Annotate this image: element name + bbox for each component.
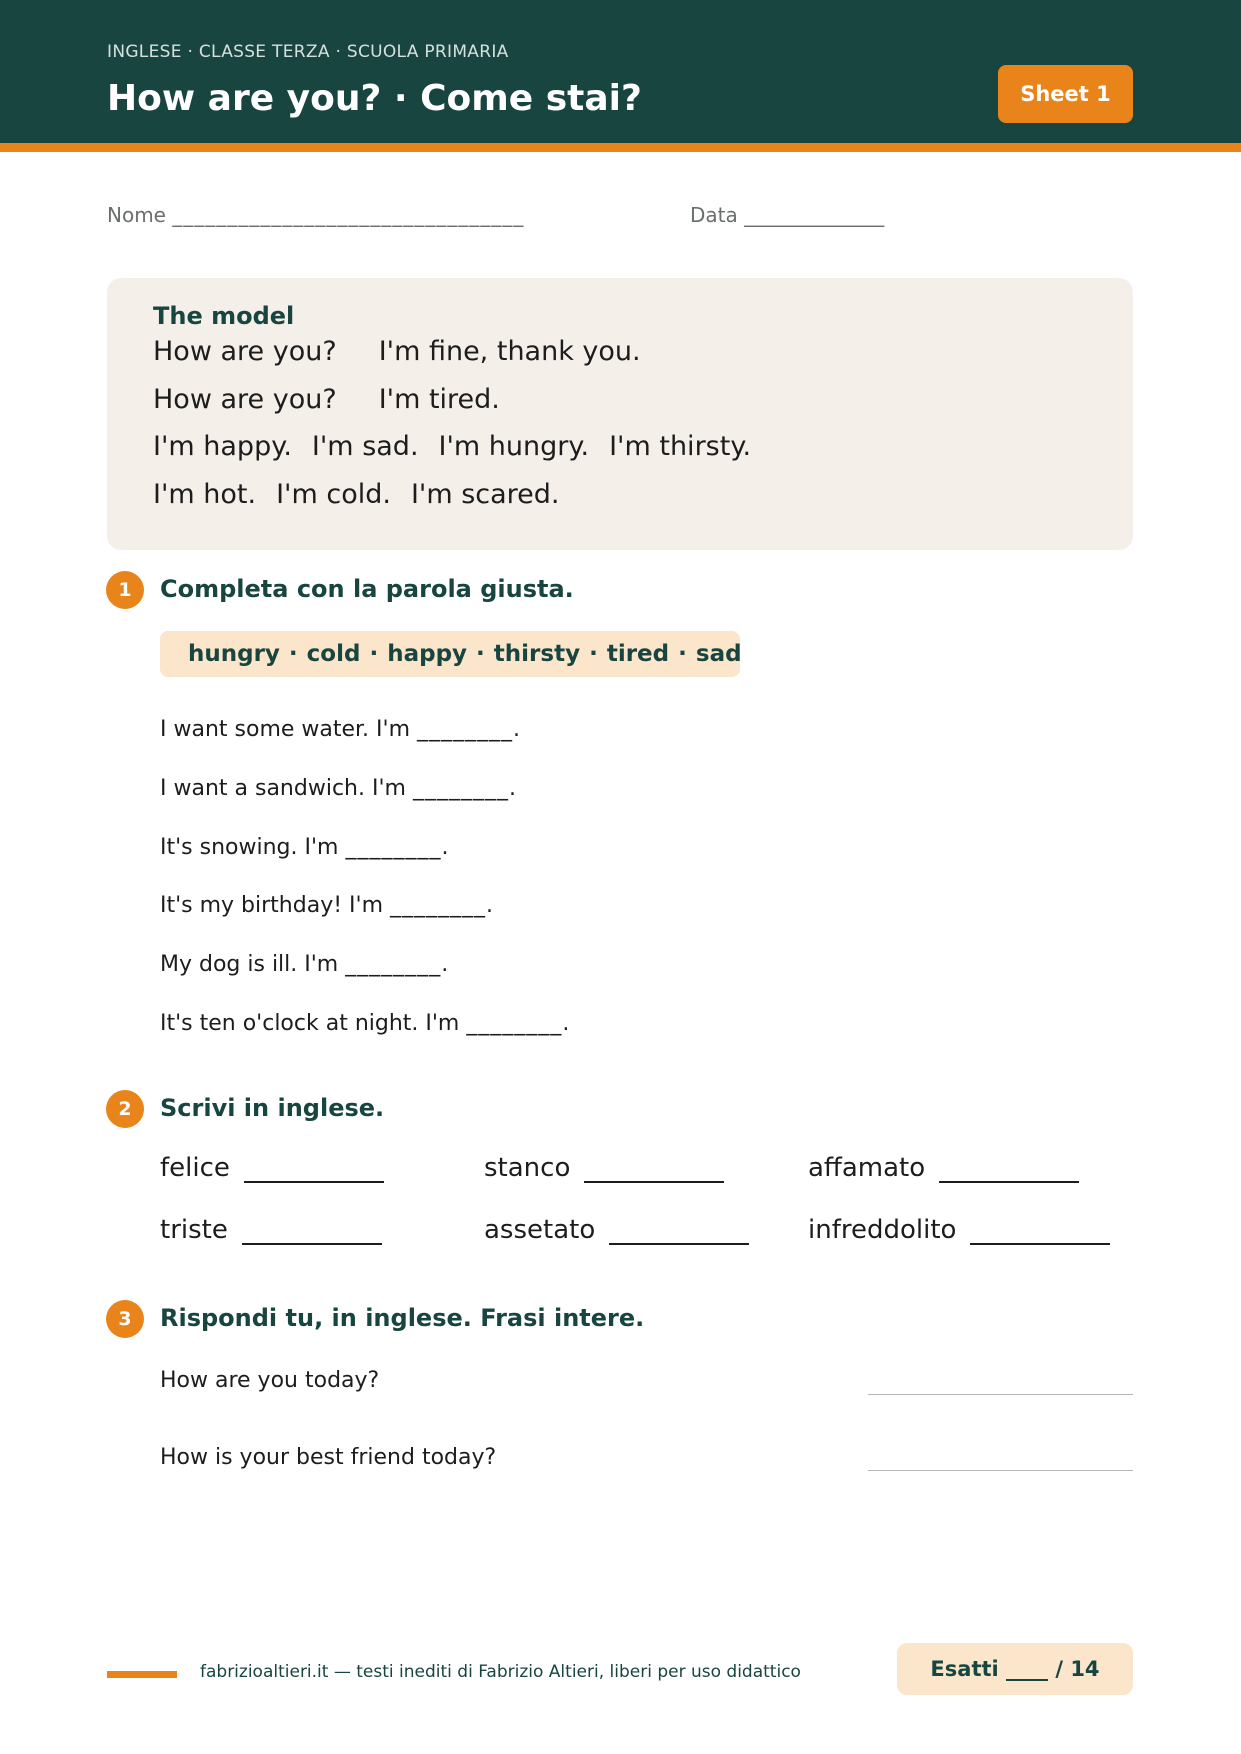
- exercise-3-title: Rispondi tu, in inglese. Frasi intere.: [160, 1304, 645, 1332]
- exercise-1-title: Completa con la parola giusta.: [160, 575, 574, 603]
- sentence-blank[interactable]: ________.: [390, 893, 494, 918]
- model-line-1: [153, 336, 661, 367]
- vocab-word: felice: [160, 1153, 230, 1183]
- sentence-text: I want some water. I'm: [160, 717, 411, 742]
- sentence-text: It's ten o'clock at night. I'm: [160, 1011, 460, 1036]
- question-1: How are you today?: [160, 1368, 380, 1393]
- vocab-word: infreddolito: [808, 1215, 957, 1245]
- sentence-text: My dog is ill. I'm: [160, 952, 339, 977]
- word-bank-item: happy: [387, 641, 468, 667]
- model-phrase: I'm happy.: [153, 431, 292, 462]
- footer-accent-bar: [107, 1671, 177, 1678]
- answer-line[interactable]: [609, 1219, 749, 1245]
- word-bank-item: hungry: [188, 641, 280, 667]
- model-line-3: [153, 431, 771, 462]
- model-phrase: I'm hungry.: [438, 431, 590, 462]
- model-phrase: I'm scared.: [410, 479, 560, 510]
- exercise-2-title: Scrivi in inglese.: [160, 1094, 385, 1122]
- sentence-2: [160, 776, 517, 801]
- model-line-4: [153, 479, 580, 510]
- page-title: How are you? · Come stai?: [107, 78, 642, 119]
- score-total: / 14: [1055, 1657, 1100, 1681]
- answer-line[interactable]: [244, 1157, 384, 1183]
- page-header: [0, 0, 1241, 152]
- sentence-text: It's my birthday! I'm: [160, 893, 383, 918]
- score-box: [897, 1643, 1133, 1695]
- model-line-2: [153, 384, 520, 415]
- sheet-badge: Sheet 1: [998, 65, 1133, 123]
- sentence-6: [160, 1011, 570, 1036]
- model-box: [107, 278, 1133, 550]
- date-field[interactable]: [690, 203, 884, 227]
- sentence-blank[interactable]: ________.: [345, 952, 450, 977]
- vocab-item: [160, 1153, 384, 1183]
- subject-label: INGLESE · CLASSE TERZA · SCUOLA PRIMARIA: [107, 42, 509, 62]
- exercise-1-number: 1: [106, 571, 144, 609]
- answer-line[interactable]: [939, 1157, 1079, 1183]
- sentence-1: [160, 717, 521, 742]
- model-phrase: I'm hot.: [153, 479, 257, 510]
- vocab-item: [808, 1153, 1079, 1183]
- name-label: Nome: [107, 203, 166, 227]
- answer-line[interactable]: [584, 1157, 724, 1183]
- score-blank[interactable]: ____: [1006, 1657, 1049, 1681]
- model-phrase: I'm cold.: [276, 479, 391, 510]
- sentence-blank[interactable]: ________.: [466, 1011, 571, 1036]
- word-bank-item: sad: [695, 641, 742, 667]
- date-blank[interactable]: ______________: [744, 203, 885, 227]
- sentence-blank[interactable]: ________.: [345, 835, 450, 860]
- answer-line[interactable]: [868, 1394, 1133, 1395]
- question-2: How is your best friend today?: [160, 1445, 497, 1470]
- date-label: Data: [690, 203, 738, 227]
- name-field[interactable]: [107, 203, 524, 227]
- word-bank-item: cold: [306, 641, 361, 667]
- model-phrase: I'm thirsty.: [609, 431, 752, 462]
- sentence-blank[interactable]: ________.: [417, 717, 522, 742]
- vocab-item: [484, 1215, 749, 1245]
- answer-line[interactable]: [970, 1219, 1110, 1245]
- model-phrase: How are you?: [153, 336, 337, 367]
- word-bank: hungry · cold · happy · thirsty · tired · sad: [160, 631, 740, 677]
- vocab-word: affamato: [808, 1153, 926, 1183]
- model-phrase: I'm fine, thank you.: [378, 336, 641, 367]
- vocab-item: [160, 1215, 382, 1245]
- sentence-4: [160, 893, 494, 918]
- exercise-2-number: 2: [106, 1090, 144, 1128]
- sentence-text: It's snowing. I'm: [160, 835, 339, 860]
- vocab-item: [484, 1153, 724, 1183]
- sentence-text: I want a sandwich. I'm: [160, 776, 406, 801]
- word-bank-item: thirsty: [493, 641, 581, 667]
- vocab-word: stanco: [484, 1153, 571, 1183]
- vocab-item: [808, 1215, 1110, 1245]
- sentence-5: [160, 952, 449, 977]
- answer-line[interactable]: [868, 1470, 1133, 1471]
- model-phrase: I'm sad.: [311, 431, 419, 462]
- name-blank[interactable]: ________________________________: [172, 203, 525, 227]
- sentence-3: [160, 835, 449, 860]
- vocab-word: assetato: [484, 1215, 596, 1245]
- model-phrase: How are you?: [153, 384, 337, 415]
- answer-line[interactable]: [242, 1219, 382, 1245]
- model-phrase: I'm tired.: [378, 384, 500, 415]
- vocab-word: triste: [160, 1215, 228, 1245]
- word-bank-item: tired: [606, 641, 670, 667]
- score-label: Esatti: [930, 1657, 999, 1681]
- footer-credit: fabrizioaltieri.it — testi inediti di Fabrizio Altieri, liberi per uso didattico: [200, 1662, 801, 1682]
- exercise-3-number: 3: [106, 1300, 144, 1338]
- sentence-blank[interactable]: ________.: [412, 776, 517, 801]
- model-title: The model: [153, 302, 295, 330]
